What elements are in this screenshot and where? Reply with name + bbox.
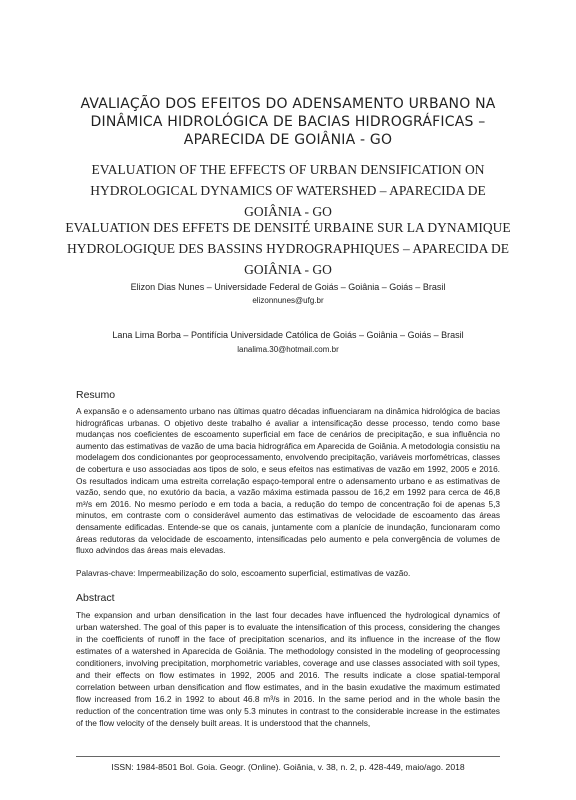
author-2-affiliation: Lana Lima Borba – Pontifícia Universidade Católica de Goiás – Goiânia – Goiás – Brasil bbox=[112, 330, 464, 340]
abstract-heading: Abstract bbox=[76, 592, 115, 604]
resumo-heading: Resumo bbox=[76, 389, 116, 401]
footer-divider bbox=[76, 756, 500, 757]
title-french: EVALUATION DES EFFETS DE DENSITÉ URBAINE SUR LA DYNAMIQUE HYDROLOGIQUE DES BASSINS HYDROGRAPHIQUES – APARECIDA DE GOIÂNIA - GO bbox=[65, 220, 511, 277]
author-1-affiliation: Elizon Dias Nunes – Universidade Federal de Goiás – Goiânia – Goiás – Brasil bbox=[130, 282, 446, 292]
abstract-text: The expansion and urban densification in the last four decades have influenced the hydrological dynamics of urban watershed. The goal of this paper is to evaluate the intensification of this process, considering the changes in the coefficients of runoff in the face of precipitation scenarios, and its influence in the increase of the flow estimates of a watershed in Aparecida de Goiânia. The methodology consisted in the modeling of geoprocessing conditioners, involving precipitation, morphometric variables, coverage and use classes associated with soil types, and their effects on flow estimates in 1992, 2005 and 2016. The results indicate a close spatial-temporal correlation between urban densification and flow estimates, and in the basin exudative the maximum estimated flow increased from 16.2 in 1992 to about 46.8 m³/s in 2016. In the same period and in the whole basin the reduction of the concentration time was only 5.3 minutes in contrast to the considerable increase in the estimates of the flow velocity of the densely built areas. It is understood that the channels, bbox=[76, 610, 500, 728]
author-2-email[interactable]: lanalima.30@hotmail.com.br bbox=[237, 345, 339, 354]
journal-footer: ISSN: 1984-8501 Bol. Goia. Geogr. (Online). Goiânia, v. 38, n. 2, p. 428-449, maio/ago. 2018 bbox=[111, 762, 465, 772]
resumo-text: A expansão e o adensamento urbano nas últimas quatro décadas influenciaram na dinâmica hidrológica de bacias hidrográficas urbanas. O objetivo deste trabalho é avaliar a intensificação desse processo, tendo como base mudanças nos coeficientes de escoamento superficial em face de cenários de precipitação, e sua influência no aumento das estimativas de vazão de uma bacia hidrográfica em Aparecida de Goiânia. A metodologia consistiu na modelagem dos condicionantes por geoprocessamento, envolvendo precipitação, variáveis morfométricas, classes de cobertura e uso associadas aos tipos de solo, e seus efeitos nas estimativas de vazão em 1992, 2005 e 2016. Os resultados indicam uma estreita correlação espaço-temporal entre o adensamento urbano e as estimativas de vazão, sendo que, no exutório da bacia, a vazão máxima estimada passou de 16,2 em 1992 para cerca de 46,8 m³/s em 2016. No mesmo período e em toda a bacia, a redução do tempo de concentração foi de apenas 5,3 minutos, em contraste com o considerável aumento das estimativas de velocidade de escoamento das áreas densamente edificadas. Entende-se que os canais, juntamente com a planície de inundação, funcionaram como áreas redutoras da velocidade de escoamento, intensificadas pelo aumento e pela convergência de volumes de fluxo advindos das áreas mais elevadas. bbox=[76, 406, 500, 556]
author-1-email[interactable]: elizonnunes@ufg.br bbox=[252, 296, 324, 305]
keywords-pt: Palavras-chave: Impermeabilização do solo, escoamento superficial, estimativas de vazão. bbox=[76, 568, 411, 578]
title-portuguese: AVALIAÇÃO DOS EFEITOS DO ADENSAMENTO URBANO NA DINÂMICA HIDROLÓGICA DE BACIAS HIDROGRÁFICAS – APARECIDA DE GOIÂNIA - GO bbox=[80, 96, 496, 148]
title-english: EVALUATION OF THE EFFECTS OF URBAN DENSIFICATION ON HYDROLOGICAL DYNAMICS OF WATERSHED – APARECIDA DE GOIÂNIA - GO bbox=[90, 162, 486, 219]
